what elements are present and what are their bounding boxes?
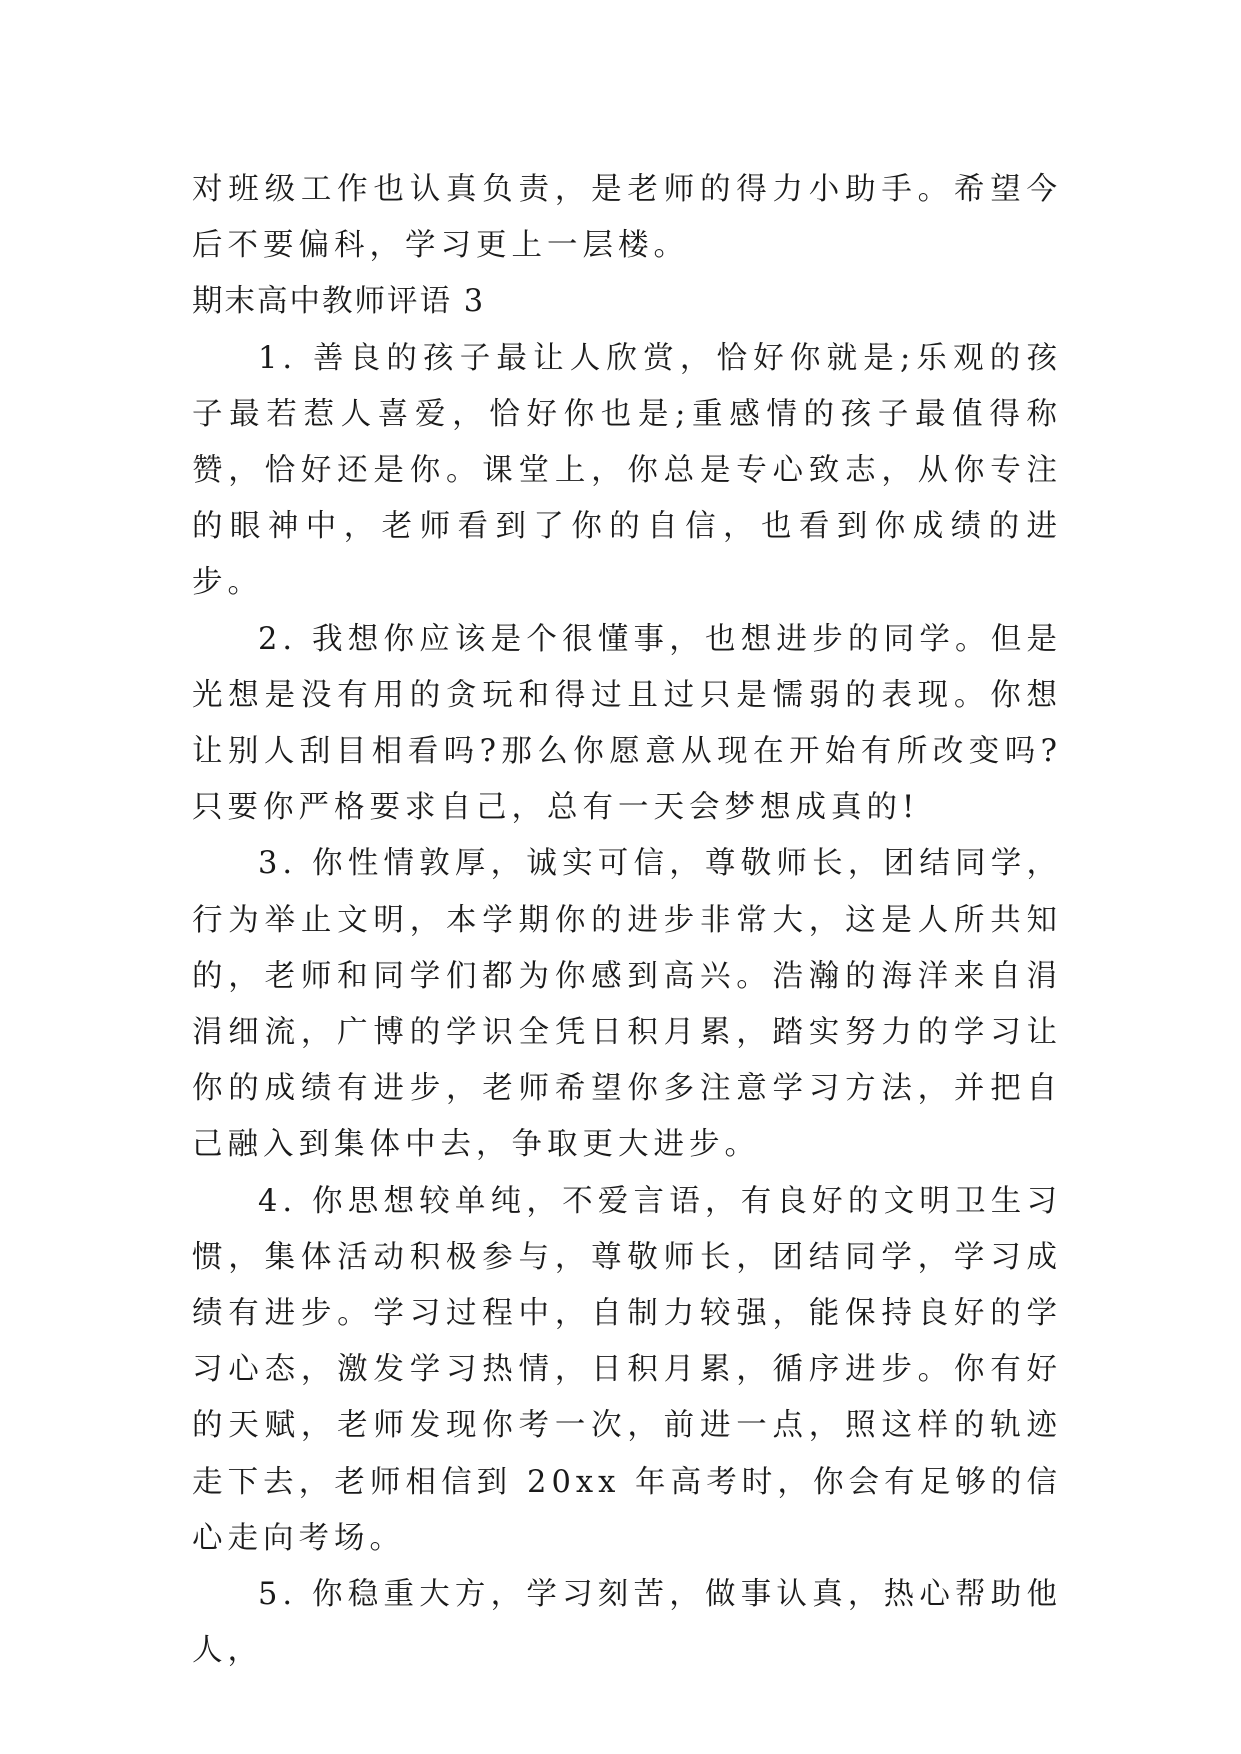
comment-item-3: 3. 你性情敦厚，诚实可信，尊敬师长，团结同学，行为举止文明，本学期你的进步非常大，这是人所共知的，老师和同学们都为你感到高兴。浩瀚的海洋来自涓涓细流，广博的学识全凭日积月累，踏实努力的学习让你的成绩有进步，老师希望你多注意学习方法，并把自己融入到集体中去，争取更大进步。: [192, 846, 1062, 1163]
comment-item-5: 5. 你稳重大方，学习刻苦，做事认真，热心帮助他人，: [192, 1577, 1062, 1669]
document-body: [192, 162, 1062, 1679]
comment-item-1: 1. 善良的孩子最让人欣赏，恰好你就是;乐观的孩子最若惹人喜爱，恰好你也是;重感情的孩子最值得称赞，恰好还是你。课堂上，你总是专心致志，从你专注的眼神中，老师看到了你的自信，也看到你成绩的进步。: [192, 340, 1062, 601]
comment-item-2: 2. 我想你应该是个很懂事，也想进步的同学。但是光想是没有用的贪玩和得过且过只是懦弱的表现。你想让别人刮目相看吗?那么你愿意从现在开始有所改变吗?只要你严格要求自己，总有一天会梦想成真的!: [192, 621, 1062, 826]
section-title: 期末高中教师评语 3: [192, 284, 486, 320]
continued-paragraph: 对班级工作也认真负责，是老师的得力小助手。希望今后不要偏科，学习更上一层楼。: [192, 172, 1062, 264]
comment-item-4: 4. 你思想较单纯，不爱言语，有良好的文明卫生习惯，集体活动积极参与，尊敬师长，团结同学，学习成绩有进步。学习过程中，自制力较强，能保持良好的学习心态，激发学习热情，日积月累，循序进步。你有好的天赋，老师发现你考一次，前进一点，照这样的轨迹走下去，老师相信到 20xx 年高考时，你会有足够的信心走向考场。: [192, 1183, 1062, 1556]
